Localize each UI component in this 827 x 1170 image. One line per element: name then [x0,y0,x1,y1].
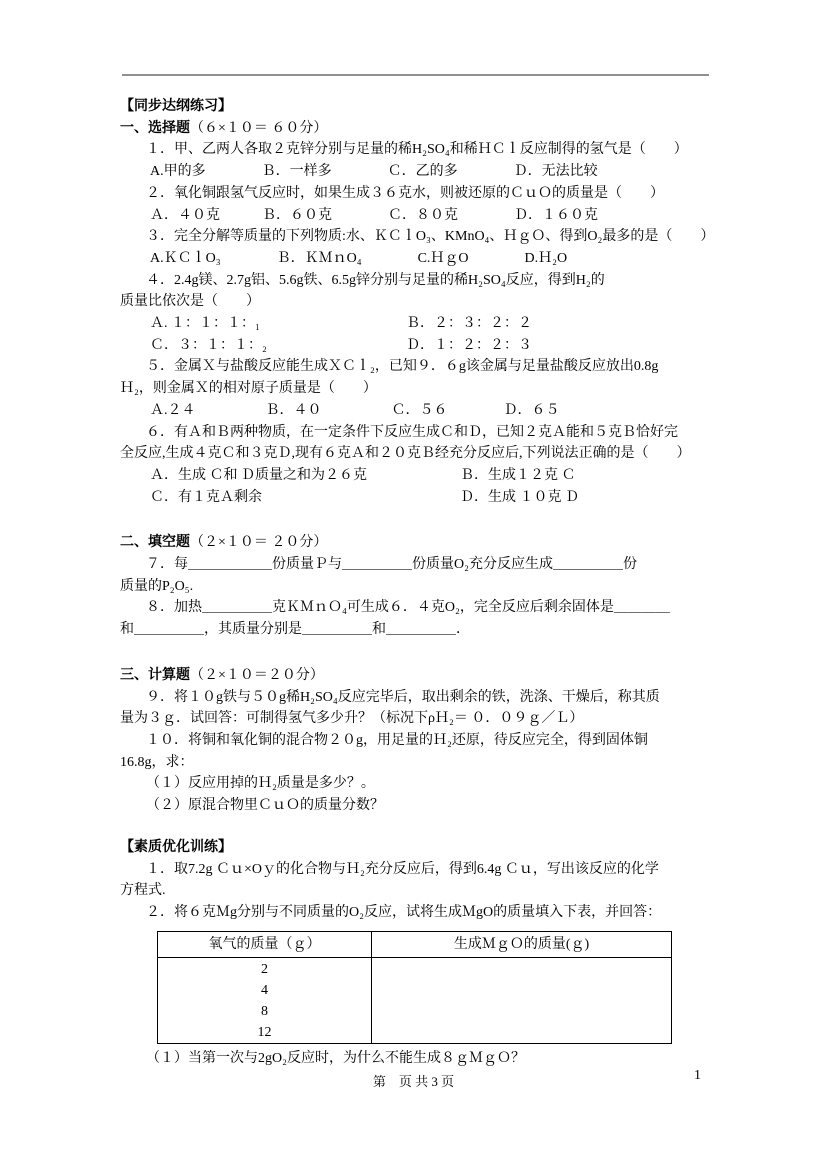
table-oxygen-value-row: 8 [261,1003,268,1019]
question-4-option-b: Ｂ．２：３：２：２ [406,316,532,332]
section-blanks-heading-label: 二、填空题 [120,535,190,551]
quality-question-1-line1: １．取7.2g Ｃｕ×Oｙ的化合物与Ｈ₂充分反应后，得到6.4g Ｃｕ，写出该反应的化学 [146,861,659,877]
question-6-options-row2 [120,487,720,509]
question-1-text: １．甲、乙两人各取２克锌分别与足量的稀H₂SO₄和稀ＨＣｌ反应制得的氢气是（ ） [146,142,688,158]
question-4-option-c: Ｃ．３：１：１：₂ [150,337,267,353]
question-9-text-line2: 量为３ｇ．试回答：可制得氢气多少升？（标况下ρＨ₂＝ ０．０９ｇ／Ｌ） [120,711,584,727]
question-1-options: A.甲的多 Ｂ．一样多 Ｃ．乙的多 Ｄ．无法比较 [150,164,598,180]
question-5-text-line1: ５．金属Ｘ与盐酸反应能生成ＸＣｌ₂，已知９．６g该金属与足量盐酸反应放出0.8g [146,359,659,375]
question-6-text-line2: 全反应,生成４克Ｃ和３克Ｄ,现有６克Ａ和２０克Ｂ经充分反应后,下列说法正确的是（ ） [120,446,691,462]
question-8-text-line2: 和＿＿＿＿＿，其质量分别是＿＿＿＿＿和＿＿＿＿＿． [120,622,470,638]
question-4-text-line2: 质量比依次是（ ） [120,294,260,310]
header-divider-line [122,74,709,76]
question-4-options-row1 [120,313,720,335]
question-3-text: ３．完全分解等质量的下列物质:水、ＫＣｌO₃、KMnO₄、ＨｇＯ、得到O₂最多的是（ ） [146,229,715,245]
question-10-subquestion-2: （２）原混合物里ＣｕＯ的质量分数？ [146,798,384,814]
question-7-text-line2: 质量的P₂O₅. [120,578,194,594]
question-6-options-row1 [120,465,720,487]
section-calc-heading-score: （２×１０＝２０分） [190,667,324,683]
question-8-text-line1: ８．加热＿＿＿＿＿克ＫＭｎＯ₄可生成６．４克O₂，完全反应后剩余固体是＿＿＿＿ [146,600,670,616]
question-5-text-line2: Ｈ₂，则金属Ｘ的相对原子质量是（ ） [120,381,377,397]
quality-question-2-line1: ２．将６克Ｍg分别与不同质量的O₂反应，试将生成ＭgO的质量填入下表，并回答： [146,904,662,920]
question-6-option-a: Ａ．生成 Ｃ和 Ｄ质量之和为２６克 [150,467,367,483]
question-10-text-line1: １０．将铜和氧化铜的混合物２０g，用足量的Ｈ₂还原，待反应完全，得到固体铜 [146,732,648,748]
question-4-option-d: Ｄ．１：２：２：３ [406,337,532,353]
worksheet-title: 【同步达纲练习】 [120,99,232,114]
question-4-options-row2 [120,335,720,357]
question-4-text-line1: ４．2.4g镁、2.7g铝、5.6g铁、6.5g锌分别与足量的稀H₂SO₄反应，得到H₂的 [146,272,605,288]
question-10-text-line2: 16.8g，求： [120,754,194,770]
question-4-option-a: Ａ. １：１：１：₁ [150,316,260,332]
footer-page-label: 第 页 共 3 页 [372,1074,455,1089]
table-oxygen-value-row: 2 [261,961,268,977]
document-body [120,96,720,1069]
quality-training-title: 【素质优化训练】 [120,839,232,855]
question-7-text-line1: ７．每＿＿＿＿＿＿份质量Ｐ与＿＿＿＿＿份质量O₂充分反应生成＿＿＿＿＿份 [146,557,637,573]
question-3-options: A.ＫＣｌO₃ Ｂ．ＫＭｎO₄ C.ＨｇO D.Ｈ₂O [150,250,568,266]
mgo-reaction-table [157,931,672,1044]
quality-question-1-line2: 方程式. [120,883,166,899]
question-6-option-b: Ｂ．生成１２克 Ｃ [460,467,576,483]
section-blanks-heading-score: （２×１０＝ ２０分） [190,535,328,551]
question-2-text: ２．氧化铜跟氢气反应时，如果生成３６克水，则被还原的ＣｕＯ的质量是（ ） [146,185,664,201]
question-2-options: Ａ．４０克 Ｂ．６０克 Ｃ．８０克 Ｄ．１６０克 [150,207,598,223]
section-choice-heading-label: 一、选择题 [120,120,190,136]
section-choice-heading-score: （６×１０＝ ６０分） [190,120,328,136]
question-6-option-d: Ｄ．生成 １０克 Ｄ [460,489,579,505]
section-calc-heading-label: 三、计算题 [120,667,190,683]
question-6-text-line1: ６．有Ａ和Ｂ两种物质，在一定条件下反应生成Ｃ和Ｄ，已知２克Ａ能和５克Ｂ恰好完 [146,424,678,440]
table-oxygen-value-row: 4 [261,982,268,998]
footer-page-number: 1 [694,1068,701,1083]
table-header-mgo-mass: 生成ＭｇＯ的质量(ｇ) [372,932,671,958]
question-9-text-line1: ９．将１０g铁与５０g稀H₂SO₄反应完毕后，取出剩余的铁，洗涤、干燥后，称其质 [146,689,660,705]
section-choice-heading [120,118,720,140]
table-oxygen-value-row: 12 [257,1024,272,1040]
table-mgo-empty-cell [372,958,671,1043]
section-calc-heading [120,665,720,687]
quality-question-2-subquestion-1: （１）当第一次与2gO₂反应时，为什么不能生成８ｇＭｇＯ？ [146,1050,525,1066]
section-blanks-heading [120,532,720,554]
table-oxygen-values-cell [158,958,372,1043]
question-5-options: Ａ.２４ Ｂ．４０ Ｃ．５６ Ｄ．６５ [150,402,560,418]
question-6-option-c: Ｃ．有１克Ａ剩余 [150,489,262,505]
table-header-oxygen-mass: 氧气的质量（ｇ） [158,932,372,958]
question-10-subquestion-1: （１）反应用掉的Ｈ₂质量是多少？。 [146,776,375,792]
